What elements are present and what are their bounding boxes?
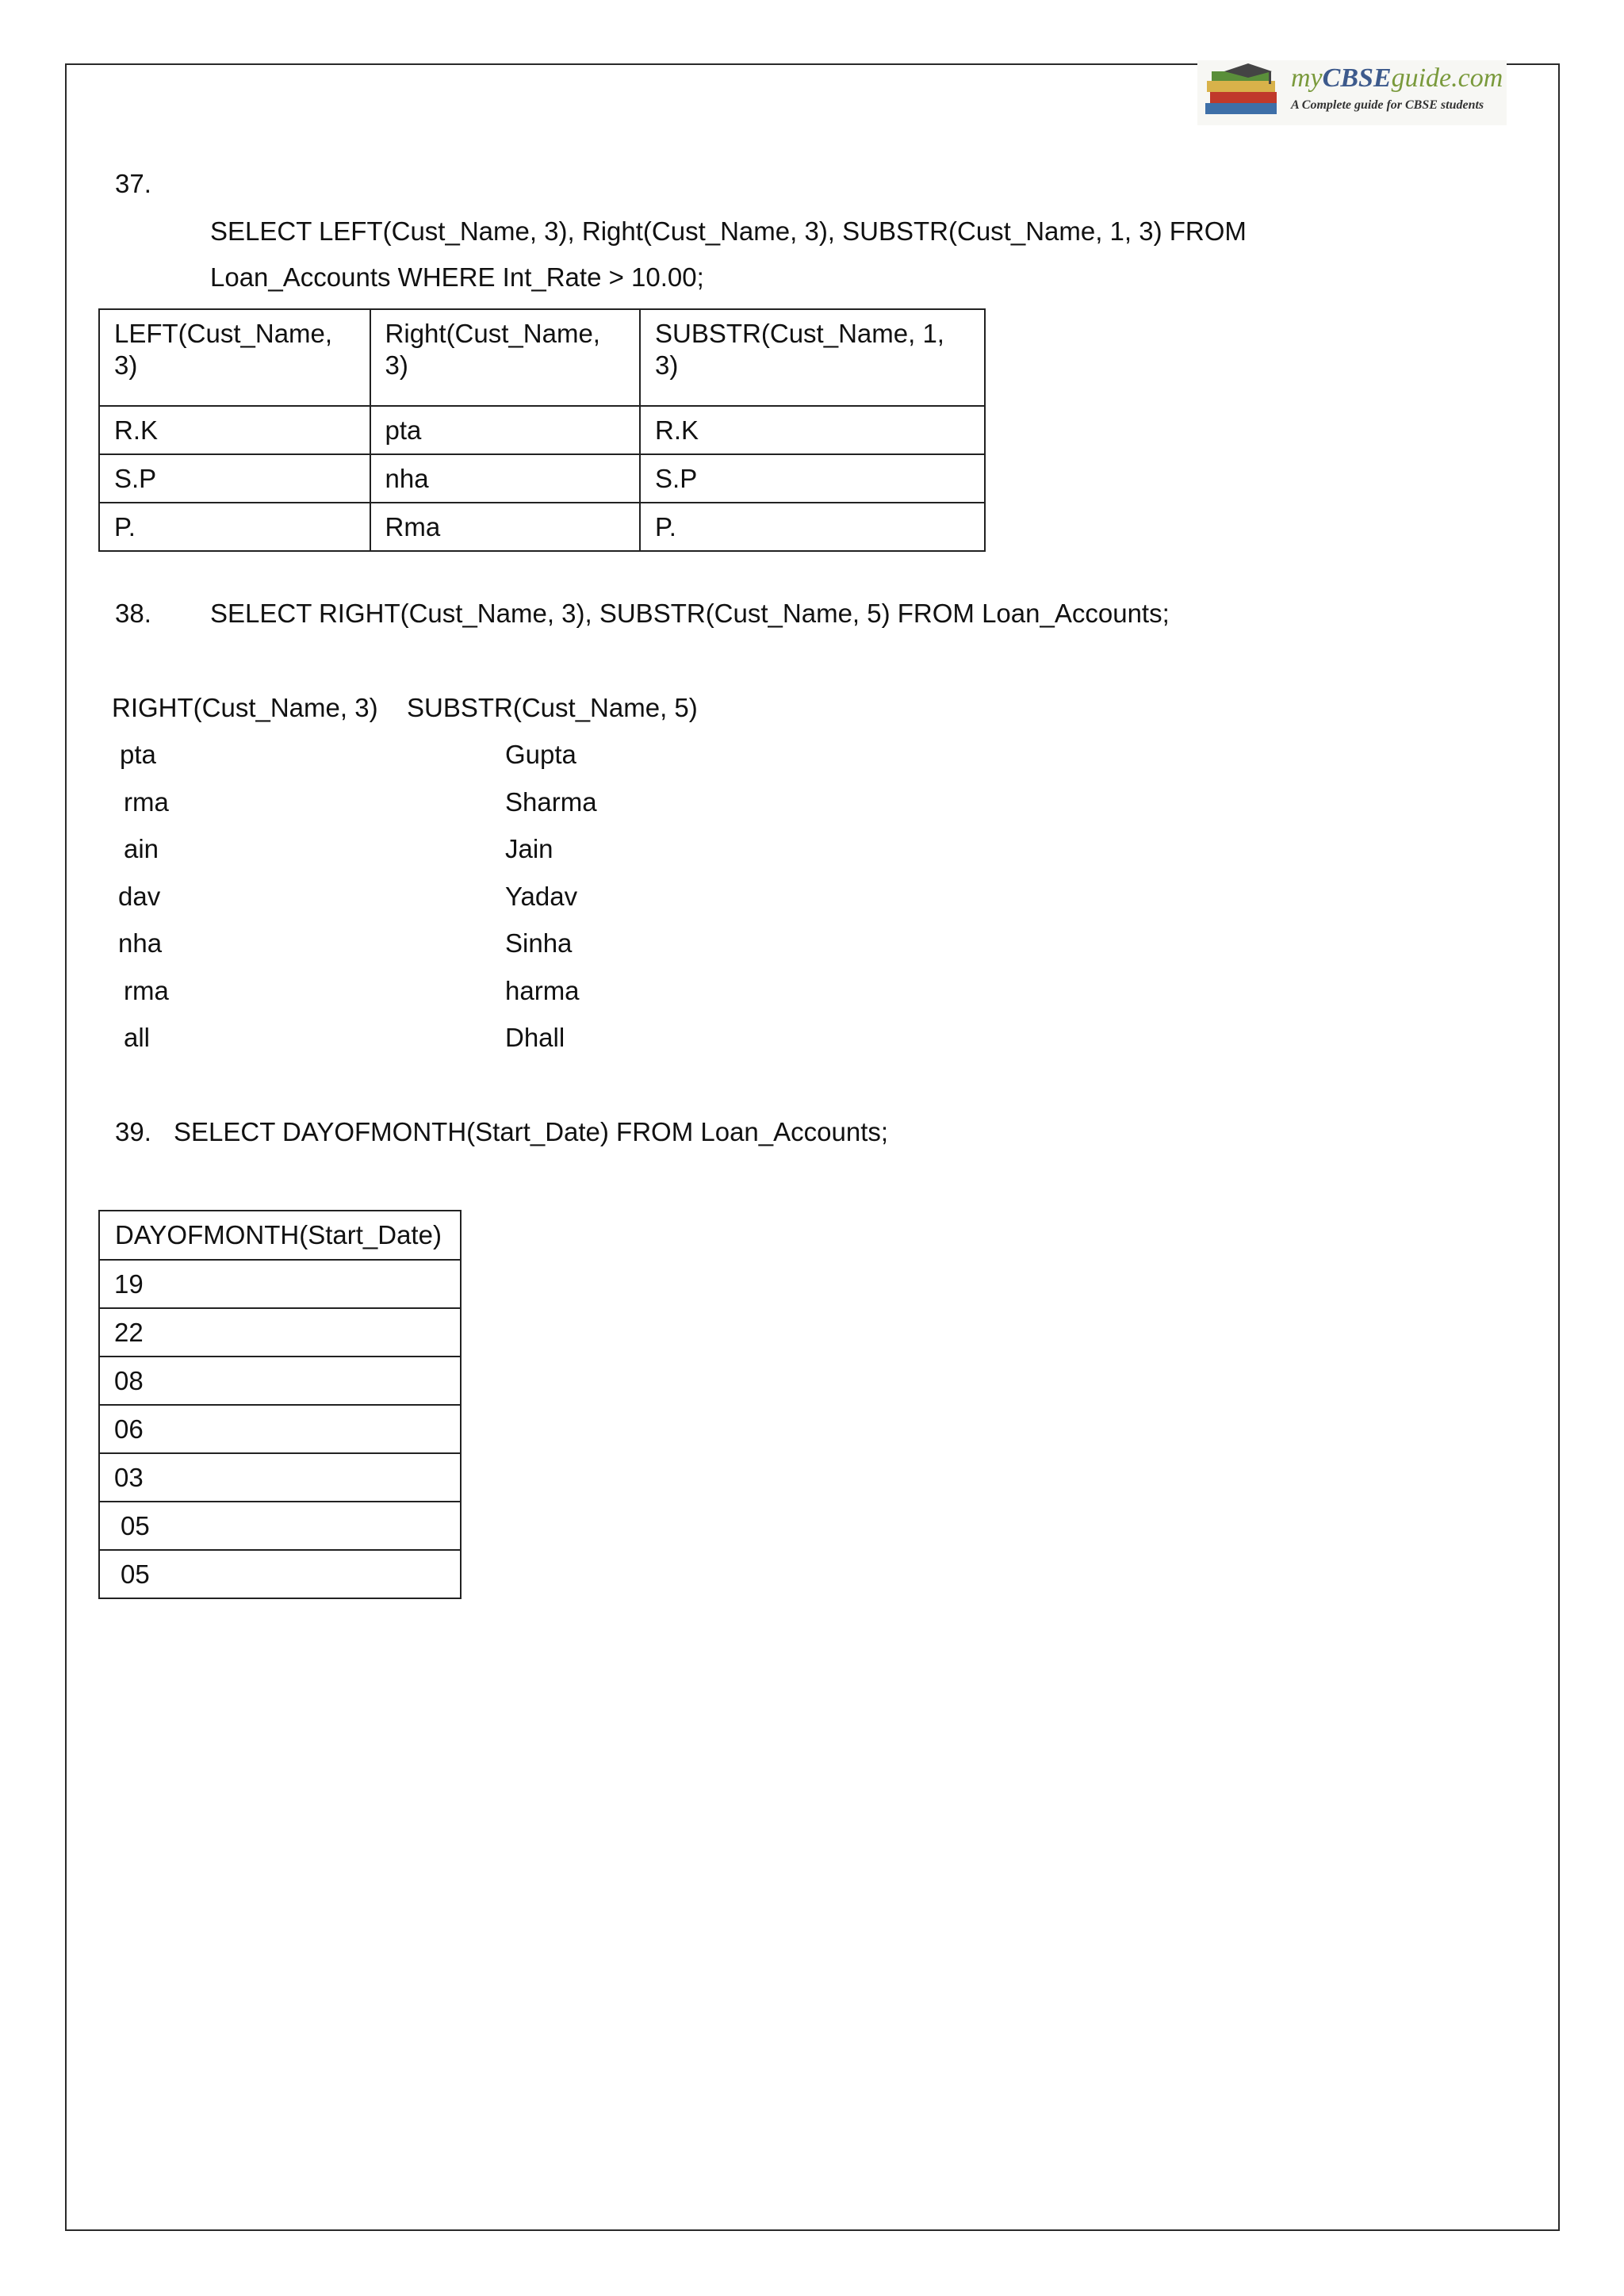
table-row	[99, 503, 985, 551]
q37-query-line1: SELECT LEFT(Cust_Name, 3), Right(Cust_Name, 3), SUBSTR(Cust_Name, 1, 3) FROM	[210, 216, 1247, 246]
table-cell: P.	[640, 503, 985, 551]
table-cell: 05	[99, 1502, 461, 1550]
q38-cell: pta	[120, 740, 156, 769]
table-cell: nha	[370, 454, 641, 503]
q38-cell: rma	[124, 787, 169, 817]
table-row	[99, 1405, 461, 1453]
q37-header-substr: SUBSTR(Cust_Name, 1, 3)	[640, 309, 985, 406]
q38-cell: nha	[118, 928, 163, 958]
q38-header-substr: SUBSTR(Cust_Name, 5)	[407, 693, 698, 722]
table-row	[99, 1550, 461, 1598]
table-row	[99, 406, 985, 454]
table-row	[99, 1357, 461, 1405]
table-row	[99, 1260, 461, 1308]
q39-result-table	[98, 1210, 462, 1599]
logo-tagline: A Complete guide for CBSE students	[1291, 98, 1484, 112]
q39-number: 39.	[115, 1117, 151, 1146]
table-cell: S.P	[640, 454, 985, 503]
q38-cell: harma	[505, 976, 580, 1005]
q38-header-right: RIGHT(Cust_Name, 3)	[112, 693, 378, 722]
q38-cell: ain	[124, 834, 159, 863]
q38-cell: rma	[124, 976, 169, 1005]
q38-cell: Jain	[505, 834, 553, 863]
table-cell: 19	[99, 1260, 461, 1308]
q37-result-table	[98, 308, 986, 552]
table-cell: 03	[99, 1453, 461, 1502]
table-cell: pta	[370, 406, 641, 454]
q38-number: 38.	[115, 599, 151, 628]
q38-cell: dav	[118, 882, 161, 911]
table-cell: 08	[99, 1357, 461, 1405]
table-cell: R.K	[99, 406, 370, 454]
mycbseguide-logo	[1197, 60, 1507, 125]
table-row	[99, 1502, 461, 1550]
table-header-row	[99, 1211, 461, 1260]
table-cell: 05	[99, 1550, 461, 1598]
q38-cell: Dhall	[505, 1023, 565, 1052]
table-header-row	[99, 309, 985, 406]
q38-cell: all	[124, 1023, 151, 1052]
q37-query-line2: Loan_Accounts WHERE Int_Rate > 10.00;	[210, 262, 704, 292]
q37-header-right: Right(Cust_Name, 3)	[370, 309, 641, 406]
table-cell: P.	[99, 503, 370, 551]
table-row	[99, 454, 985, 503]
table-cell: 22	[99, 1308, 461, 1357]
logo-name: myCBSEguide.com	[1291, 63, 1503, 93]
table-cell: 06	[99, 1405, 461, 1453]
table-row	[99, 1308, 461, 1357]
table-cell: R.K	[640, 406, 985, 454]
q38-cell: Yadav	[505, 882, 578, 911]
books-icon	[1201, 63, 1286, 122]
q39-query: SELECT DAYOFMONTH(Start_Date) FROM Loan_Accounts;	[174, 1117, 889, 1146]
table-cell: S.P	[99, 454, 370, 503]
q39-header: DAYOFMONTH(Start_Date)	[99, 1211, 461, 1260]
q38-cell: Gupta	[505, 740, 576, 769]
q38-query: SELECT RIGHT(Cust_Name, 3), SUBSTR(Cust_Name, 5) FROM Loan_Accounts;	[210, 599, 1170, 628]
table-cell: Rma	[370, 503, 641, 551]
q38-cell: Sharma	[505, 787, 597, 817]
q37-header-left: LEFT(Cust_Name, 3)	[99, 309, 370, 406]
table-row	[99, 1453, 461, 1502]
q37-number: 37.	[115, 169, 151, 198]
q38-cell: Sinha	[505, 928, 573, 958]
